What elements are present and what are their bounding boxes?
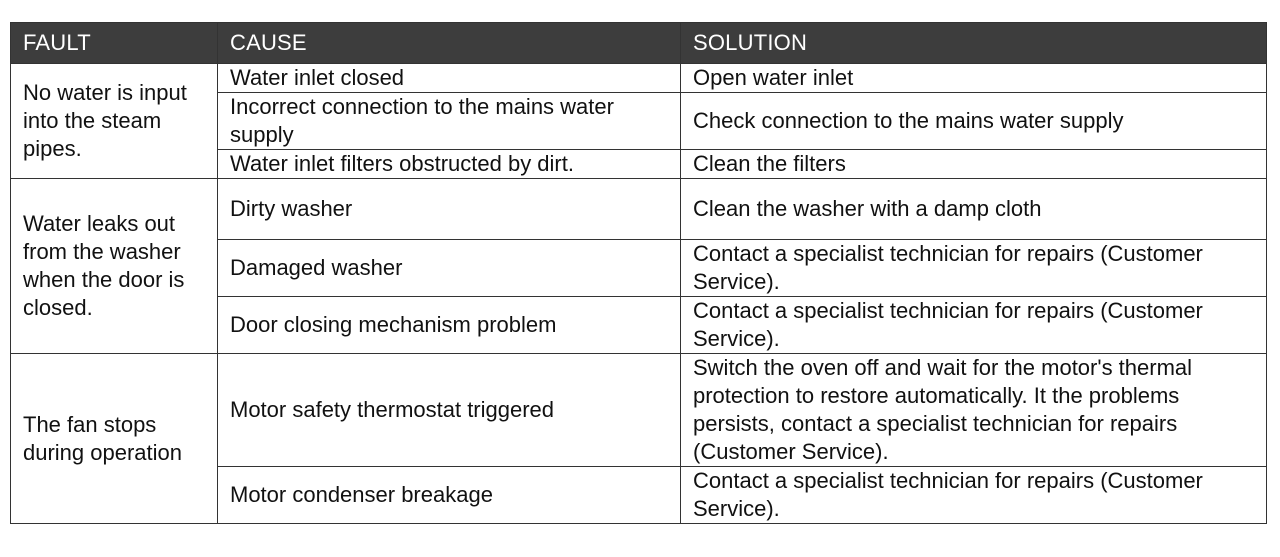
fault-text: Water leaks out from the washer when the door is closed. [23, 211, 185, 320]
cause-cell: Water inlet closed [218, 64, 681, 93]
fault-cell [11, 354, 218, 524]
fault-cell [11, 64, 218, 179]
table-row [11, 179, 1267, 240]
fault-text: The fan stops during operation [23, 411, 183, 465]
fault-cell [11, 179, 218, 354]
solution-cell: Switch the oven off and wait for the motor's thermal protection to restore automatically. It the problems persists, contact a specialist technician for repairs (Customer Service). [681, 354, 1267, 467]
solution-cell: Contact a specialist technician for repairs (Customer Service). [681, 467, 1267, 524]
solution-cell: Contact a specialist technician for repairs (Customer Service). [681, 240, 1267, 297]
header-solution: SOLUTION [681, 23, 1267, 64]
troubleshooting-table [10, 22, 1267, 524]
solution-cell: Clean the washer with a damp cloth [681, 179, 1267, 240]
cause-cell: Motor safety thermostat triggered [218, 354, 681, 467]
solution-cell: Contact a specialist technician for repairs (Customer Service). [681, 297, 1267, 354]
cause-cell: Dirty washer [218, 179, 681, 240]
header-fault: FAULT [11, 23, 218, 64]
table-row [11, 64, 1267, 93]
header-cause: CAUSE [218, 23, 681, 64]
solution-cell: Open water inlet [681, 64, 1267, 93]
cause-cell: Door closing mechanism problem [218, 297, 681, 354]
fault-text: No water is input into the steam pipes. [23, 80, 187, 161]
solution-cell: Clean the filters [681, 150, 1267, 179]
header-row [11, 23, 1267, 64]
cause-cell: Water inlet filters obstructed by dirt. [218, 150, 681, 179]
cause-cell: Incorrect connection to the mains water supply [218, 93, 681, 150]
table-row [11, 354, 1267, 467]
solution-cell: Check connection to the mains water supply [681, 93, 1267, 150]
cause-cell: Motor condenser breakage [218, 467, 681, 524]
cause-cell: Damaged washer [218, 240, 681, 297]
